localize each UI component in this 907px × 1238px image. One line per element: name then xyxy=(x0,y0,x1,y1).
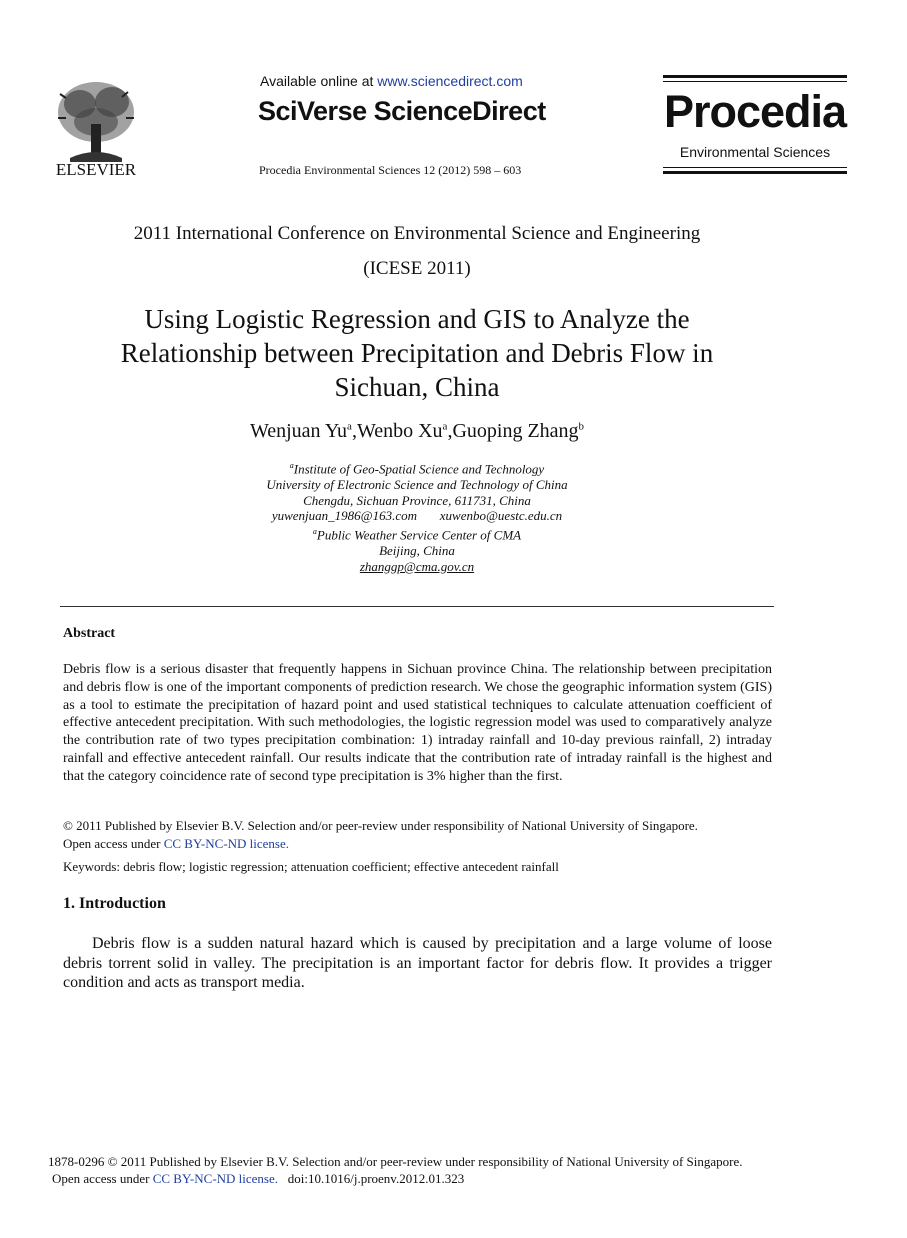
divider xyxy=(60,606,774,607)
affil-address: Chengdu, Sichuan Province, 611731, China xyxy=(303,492,531,508)
conference-acronym: (ICESE 2011) xyxy=(363,258,471,279)
sciverse-sciencedirect-logo: SciVerse ScienceDirect xyxy=(258,96,546,126)
affiliations xyxy=(60,458,774,575)
author-email[interactable]: yuwenjuan_1986@163.com xyxy=(271,508,418,524)
title-line: Using Logistic Regression and GIS to Analyze the xyxy=(144,304,690,334)
conference-name: 2011 International Conference on Environmental Science and Engineering xyxy=(133,223,701,244)
author-name: Wenjuan Yu xyxy=(249,420,348,442)
affil-address: Beijing, China xyxy=(379,543,455,559)
affil-mark: a xyxy=(312,527,317,537)
footer-copyright: 1878-0296 © 2011 Published by Elsevier B.V. Selection and/or peer-review under responsibility of National University of Singapore. xyxy=(48,1154,743,1169)
keywords: Keywords: debris flow; logistic regression; attenuation coefficient; effective antecedent rainfall xyxy=(63,859,559,874)
title-line: Sichuan, China xyxy=(334,372,500,402)
open-access-prefix: Open access under xyxy=(63,836,164,851)
author-name: Guoping Zhang xyxy=(452,420,579,442)
procedia-subtitle: Environmental Sciences xyxy=(679,144,831,160)
footer-license-link[interactable]: CC BY-NC-ND license. xyxy=(152,1171,279,1186)
affil-institute: Public Weather Service Center of CMA xyxy=(316,527,522,543)
paper-title xyxy=(60,302,774,404)
affil-institute: Institute of Geo-Spatial Science and Technology xyxy=(293,461,545,477)
section-heading-introduction: 1. Introduction xyxy=(63,895,166,912)
abstract-heading: Abstract xyxy=(63,626,116,641)
doi[interactable]: doi:10.1016/j.proenv.2012.01.323 xyxy=(287,1171,465,1186)
author-affil-mark: a xyxy=(442,420,448,433)
sciencedirect-link[interactable]: www.sciencedirect.com xyxy=(377,73,523,89)
copyright-notice: © 2011 Published by Elsevier B.V. Selection and/or peer-review under responsibility of National University of Singapore. xyxy=(63,818,698,833)
footer-open-access xyxy=(52,1171,464,1187)
author-affil-mark: b xyxy=(578,420,585,433)
available-online-text xyxy=(260,73,523,89)
author-list: Wenjuan Yu$^a$,Wenbo Xu$^a$,Guoping Zhang$^b$ xyxy=(249,420,585,442)
title-line: Relationship between Precipitation and Debris Flow in xyxy=(120,338,714,368)
license-link[interactable]: CC BY-NC-ND license. xyxy=(163,836,290,851)
author-affil-mark: a xyxy=(347,420,352,433)
author-email[interactable]: zhanggp@cma.gov.cn xyxy=(359,558,475,574)
introduction-text: Debris flow is a sudden natural hazard which is caused by precipitation and a large volume of loose debris torrent solid in valley. The precipitation is an important factor for debris flow. It provides a trigger condition and acts as transport media. xyxy=(63,935,772,991)
abstract-text: Debris flow is a serious disaster that frequently happens in Sichuan province China. The relationship between precipitation and debris flow is one of the important components of prediction research. We chose the geographic information system (GIS) as a tool to estimate the precipitation of hazard point and used statistical techniques to calculate attenuation coefficient of effective antecedent precipitation. With such methodologies, the logistic regression model was used to comparatively analyze the contribution rate of two types precipitation combination: 1) intraday rainfall and 10-day previous rainfall, 2) intraday rainfall and effective antecedent rainfall. Our results indicate that the contribution rate of intraday rainfall is the highest and that the category coincidence rate of second type precipitation is 3% higher than the first. xyxy=(63,662,772,784)
author-email[interactable]: xuwenbo@uestc.edu.cn xyxy=(439,508,563,524)
open-access-notice xyxy=(63,836,289,852)
affil-university: University of Electronic Science and Technology of China xyxy=(266,477,568,493)
footer-open-access-prefix: Open access under xyxy=(52,1171,153,1186)
journal-reference: Procedia Environmental Sciences 12 (2012) 598 – 603 xyxy=(259,163,522,177)
author-name: Wenbo Xu xyxy=(356,420,443,442)
elsevier-wordmark: ELSEVIER xyxy=(55,160,137,179)
procedia-title: Procedia xyxy=(663,86,847,137)
affil-mark: a xyxy=(289,461,294,470)
available-prefix: Available online at xyxy=(260,73,378,89)
